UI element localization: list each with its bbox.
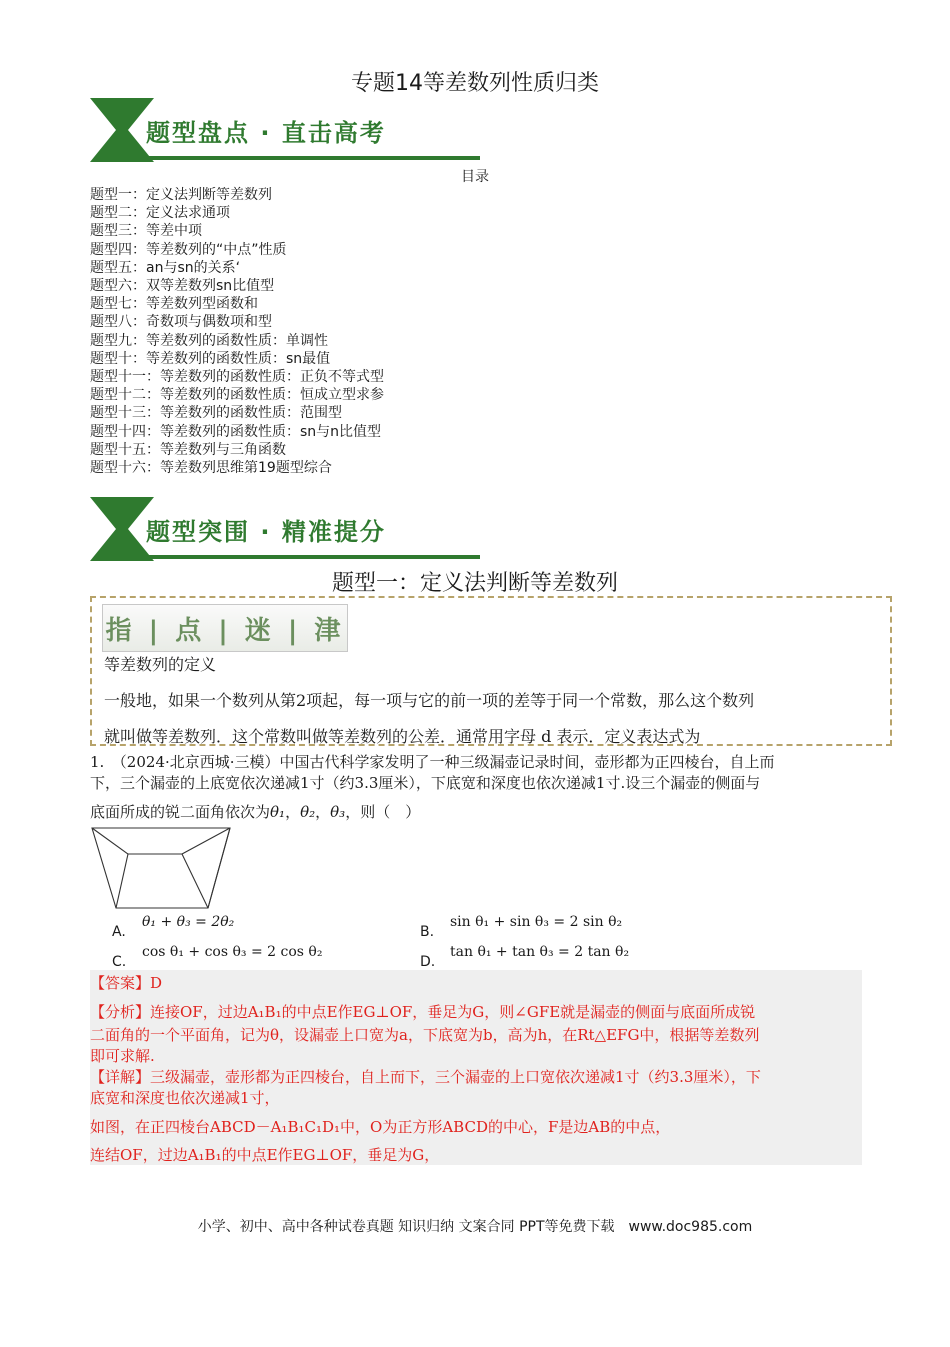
tip-line: 就叫做等差数列．这个常数叫做等差数列的公差．通常用字母 d 表示．定义表达式为 <box>104 727 701 746</box>
comma: ， <box>285 803 301 821</box>
detail-line: 底宽和深度也依次递减1寸， <box>90 1089 280 1107</box>
section-title: 题型一：定义法判断等差数列 <box>331 571 618 596</box>
answer-line: 【答案】D <box>90 974 163 992</box>
question-line: 1. （2024·北京西城·三模）中国古代科学家发明了一种三级漏壶记录时间，壶形都为正四棱台，自上而 <box>90 753 775 771</box>
table-of-contents <box>90 186 384 477</box>
option-label: A. <box>112 924 126 940</box>
comma: ， <box>315 803 331 821</box>
question-text: 底面所成的锐二面角依次为 <box>90 803 271 821</box>
toc-item[interactable]: 题型十四：等差数列的函数性质：sn与n比值型 <box>90 423 382 440</box>
detail-line: 如图，在正四棱台ABCD－A₁B₁C₁D₁中，O为正方形ABCD的中心，F是边AB的中点， <box>90 1118 671 1136</box>
option-label: C. <box>112 954 127 970</box>
analysis-line: 即可求解. <box>90 1047 155 1065</box>
question-line: 下，三个漏壶的上底宽依次递减1寸（约3.3厘米），下底宽和深度也依次递减1寸.设三个漏壶的侧面与 <box>90 774 761 792</box>
toc-item[interactable]: 题型十一：等差数列的函数性质：正负不等式型 <box>90 369 384 386</box>
toc-item[interactable]: 题型五：an与sn的关系‘ <box>90 259 241 276</box>
toc-item[interactable]: 题型七：等差数列型函数和 <box>90 296 258 313</box>
detail-line: 连结OF，过边A₁B₁的中点E作EG⊥OF，垂足为G， <box>90 1146 440 1164</box>
option-label: D. <box>420 954 436 970</box>
toc-item[interactable]: 题型二：定义法求通项 <box>90 205 230 222</box>
option-formula: tan θ₁ + tan θ₃ = 2 tan θ₂ <box>450 944 630 960</box>
theta-1: θ₁ <box>270 803 286 821</box>
theta-3: θ₃ <box>330 803 346 821</box>
tip-box <box>90 596 892 746</box>
toc-item[interactable]: 题型十六：等差数列思维第19题型综合 <box>90 460 332 477</box>
toc-item[interactable]: 题型四：等差数列的“中点”性质 <box>90 241 287 258</box>
toc-item[interactable]: 题型三：等差中项 <box>90 223 202 240</box>
tip-label: 指 | 点 | 迷 | 津 <box>102 604 348 652</box>
banner-section-overview <box>90 98 480 162</box>
option-formula: cos θ₁ + cos θ₃ = 2 cos θ₂ <box>142 944 323 960</box>
page-footer: 小学、初中、高中各种试卷真题 知识归纳 文案合同 PPT等免费下载 www.doc985.com <box>197 1219 753 1235</box>
toc-item[interactable]: 题型十五：等差数列与三角函数 <box>90 441 286 458</box>
toc-heading: 目录 <box>461 169 489 185</box>
document-title: 专题14等差数列性质归类 <box>351 71 599 96</box>
theta-2: θ₂ <box>300 803 316 821</box>
option-label: B. <box>420 924 435 940</box>
toc-item[interactable]: 题型一：定义法判断等差数列 <box>90 187 272 203</box>
banner-practice-text: 题型突围 · 精准提分 <box>146 517 386 546</box>
question-line <box>90 802 860 823</box>
toc-item[interactable]: 题型十二：等差数列的函数性质：恒成立型求参 <box>90 387 384 404</box>
toc-item[interactable]: 题型六：双等差数列sn比值型 <box>90 278 275 295</box>
option-formula: sin θ₁ + sin θ₃ = 2 sin θ₂ <box>450 914 623 930</box>
tip-line: 一般地，如果一个数列从第2项起，每一项与它的前一项的差等于同一个常数，那么这个数列 <box>104 691 755 710</box>
frustum-figure <box>90 826 240 916</box>
tip-line: 等差数列的定义 <box>104 655 217 674</box>
detail-line: 【详解】三级漏壶，壶形都为正四棱台，自上而下，三个漏壶的上口宽依次递减1寸（约3.3厘米），下 <box>90 1068 761 1086</box>
toc-item[interactable]: 题型八：奇数项与偶数项和型 <box>90 314 272 331</box>
option-formula: θ₁ + θ₃ = 2θ₂ <box>142 914 235 930</box>
banner-overview-text: 题型盘点 · 直击高考 <box>146 118 386 147</box>
banner-section-practice <box>90 497 480 561</box>
toc-item[interactable]: 题型九：等差数列的函数性质：单调性 <box>90 332 328 349</box>
toc-item[interactable]: 题型十：等差数列的函数性质：sn最值 <box>90 350 331 367</box>
analysis-line: 【分析】连接OF，过边A₁B₁的中点E作EG⊥OF，垂足为G，则∠GFE就是漏壶的侧面与底面所成锐 <box>90 1003 756 1021</box>
frustum-drawing <box>90 826 240 916</box>
analysis-line: 二面角的一个平面角，记为θ，设漏壶上口宽为a，下底宽为b，高为h，在Rt△EFG中，根据等差数列 <box>90 1026 760 1044</box>
question-text: ，则（ ） <box>345 803 421 821</box>
toc-item[interactable]: 题型十三：等差数列的函数性质：范围型 <box>90 405 342 422</box>
